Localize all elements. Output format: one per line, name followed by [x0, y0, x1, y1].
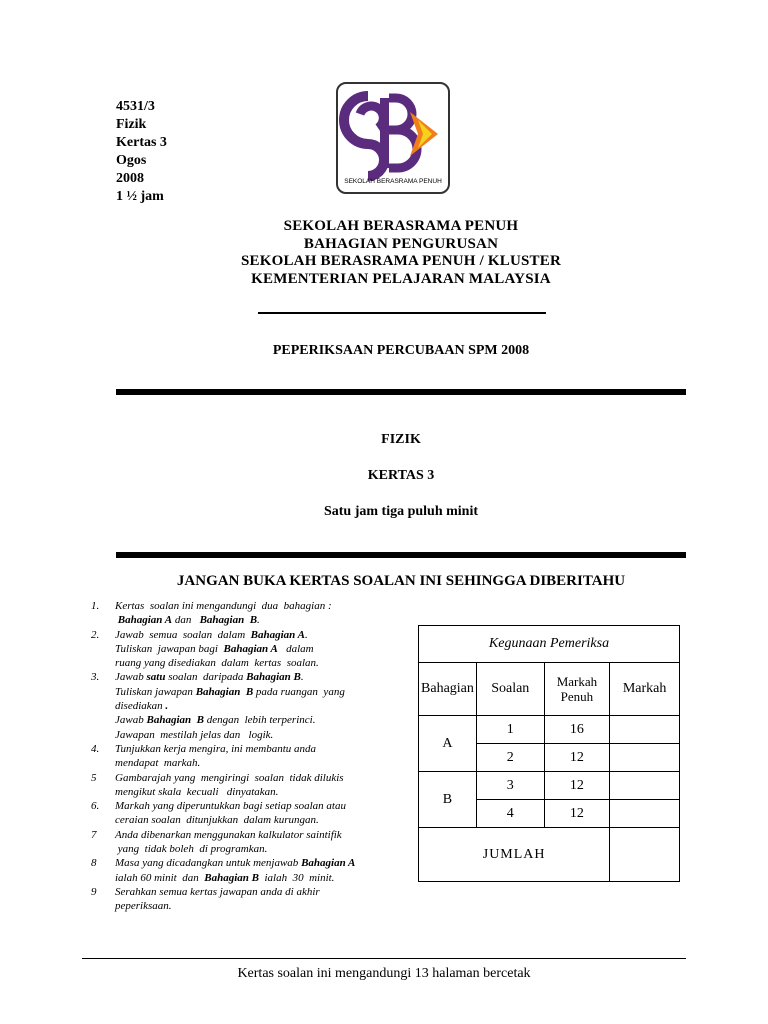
examiner-table [418, 625, 680, 882]
instruction-text: dan [172, 614, 197, 627]
thick-divider [116, 389, 686, 395]
instruction-text: Tunjukkan kerja mengira, ini membantu anda [115, 742, 317, 755]
table-row [419, 716, 680, 744]
instruction-item [91, 771, 411, 800]
instruction-line [115, 799, 411, 813]
paper-subject: Fizik [116, 117, 147, 132]
instruction-line [115, 771, 411, 785]
sbp-logo-icon [338, 84, 448, 192]
instruction-text: Kertas soalan ini mengandungi dua bahagian : [115, 600, 332, 612]
instruction-text: ceraian soalan ditunjukkan dalam kurungan. [115, 814, 319, 827]
instruction-item [91, 828, 411, 857]
full-marks: 16 [544, 716, 610, 744]
instruction-item [91, 742, 411, 771]
instruction-emphasis: Bahagian A [250, 628, 305, 641]
instruction-text: ialah 60 minit dan [115, 871, 205, 884]
footer-divider [82, 958, 686, 959]
instruction-line [115, 656, 411, 670]
instruction-number: 1. [91, 600, 100, 612]
instruction-emphasis: Bahagian A [301, 857, 356, 870]
question-number: 1 [476, 716, 544, 744]
instruction-text: . [304, 628, 308, 641]
heading-line: SEKOLAH BERASRAMA PENUH [283, 218, 519, 234]
marks-cell[interactable] [610, 744, 680, 772]
instruction-line [115, 756, 411, 770]
duration-text: Satu jam tiga puluh minit [323, 504, 479, 519]
paper-title: KERTAS 3 [367, 468, 435, 483]
instruction-number: 5 [91, 771, 97, 784]
instruction-line [115, 642, 411, 656]
instruction-text: Jawab [115, 714, 147, 727]
instruction-item [91, 628, 411, 671]
instruction-line [115, 856, 411, 870]
instruction-line [115, 742, 411, 756]
instruction-line [115, 699, 411, 713]
instruction-text: . [300, 671, 304, 684]
divider [258, 312, 546, 314]
instructions-list [91, 599, 411, 914]
question-number: 3 [476, 772, 544, 800]
instruction-text: . [257, 614, 260, 627]
institution-heading [116, 218, 686, 288]
instruction-emphasis: Bahagian A [115, 614, 173, 627]
heading-line: BAHAGIAN PENGURUSAN [303, 235, 499, 252]
paper-number: Kertas 3 [116, 135, 167, 150]
instruction-emphasis: Bahagian B [196, 614, 258, 627]
instruction-item [91, 885, 411, 914]
instruction-text: ialah 30 minit. [258, 871, 335, 884]
paper-month: Ogos [116, 153, 147, 168]
question-number: 4 [476, 800, 544, 828]
instruction-line [115, 828, 411, 842]
header-markah-penuh-line: Penuh [560, 689, 594, 704]
instruction-text: Masa yang dicadangkan untuk menjawab [115, 857, 302, 870]
paper-duration: 1 ½ jam [116, 189, 164, 204]
instruction-text: pada ruangan yang [253, 685, 345, 698]
instruction-text: Tuliskan jawapan bagi [115, 642, 224, 655]
header-bahagian: Bahagian [419, 663, 477, 716]
instruction-text: Serahkan semua kertas jawapan anda di akhir [115, 885, 320, 898]
full-marks: 12 [544, 744, 610, 772]
instruction-emphasis: Bahagian B [195, 685, 254, 698]
instruction-line [115, 842, 411, 856]
instruction-text: peperiksaan. [115, 900, 172, 913]
instruction-line [115, 785, 411, 799]
instruction-emphasis: satu [146, 671, 166, 684]
subject-title: FIZIK [381, 432, 421, 447]
instruction-text: Jawab semua soalan dalam [115, 628, 251, 641]
instruction-line [115, 613, 411, 627]
logo-caption: SEKOLAH BERASRAMA PENUH [344, 178, 442, 185]
instruction-line [115, 599, 411, 613]
instruction-emphasis: Bahagian A [223, 642, 278, 655]
instruction-text: Jawapan mestilah jelas dan logik. [115, 728, 274, 741]
instruction-line [115, 713, 411, 727]
instruction-line [115, 885, 411, 899]
marks-cell[interactable] [610, 716, 680, 744]
total-marks-cell[interactable] [610, 828, 680, 882]
instruction-text: Jawab [115, 671, 147, 684]
instruction-emphasis: Bahagian B [204, 871, 259, 884]
header-markah: Markah [610, 663, 680, 716]
heading-line: KEMENTERIAN PELAJARAN MALAYSIA [251, 270, 551, 287]
instruction-item [91, 799, 411, 828]
instruction-text: disediakan [115, 700, 163, 713]
page-count-footer: Kertas soalan ini mengandungi 13 halaman bercetak [237, 966, 531, 981]
section-label: A [419, 716, 477, 772]
thick-divider [116, 552, 686, 558]
sbp-logo [336, 82, 450, 194]
instruction-line [115, 871, 411, 885]
instruction-number: 4. [91, 742, 100, 755]
paper-meta [116, 98, 167, 206]
instruction-text: mengikut skala kecuali dinyatakan. [115, 785, 279, 798]
instruction-line [115, 628, 411, 642]
instruction-number: 2. [91, 628, 100, 641]
full-marks: 12 [544, 772, 610, 800]
instruction-number: 9 [91, 885, 97, 898]
instruction-number: 6. [91, 800, 100, 813]
instruction-emphasis: Bahagian B [246, 671, 301, 684]
question-number: 2 [476, 744, 544, 772]
instruction-text: Anda dibenarkan menggunakan kalkulator saintifik [115, 828, 342, 841]
instruction-number: 3. [91, 671, 100, 684]
instruction-text: Gambarajah yang mengiringi soalan tidak dilukis [115, 771, 344, 784]
instruction-emphasis: . [162, 700, 169, 713]
warning-notice: JANGAN BUKA KERTAS SOALAN INI SEHINGGA DIBERITAHU [176, 573, 626, 589]
instruction-text: ruang yang disediakan dalam kertas soalan. [115, 657, 319, 670]
instruction-number: 8 [91, 857, 97, 870]
instruction-line [115, 728, 411, 742]
total-label: JUMLAH [419, 828, 610, 882]
instruction-line [115, 685, 411, 699]
instruction-line [115, 670, 411, 684]
marks-cell[interactable] [610, 800, 680, 828]
marks-cell[interactable] [610, 772, 680, 800]
instruction-text: Markah yang diperuntukkan bagi setiap soalan atau [115, 800, 346, 813]
paper-code: 4531/3 [116, 99, 155, 114]
instruction-item [91, 599, 411, 628]
examiner-table-title: Kegunaan Pemeriksa [419, 626, 680, 663]
instruction-text: dengan lebih terperinci. [203, 714, 316, 727]
heading-line: SEKOLAH BERASRAMA PENUH / KLUSTER [241, 253, 561, 269]
instruction-number: 7 [91, 828, 97, 841]
header-markah-penuh-line: Markah [556, 674, 598, 689]
paper-year: 2008 [116, 171, 144, 186]
full-marks: 12 [544, 800, 610, 828]
instruction-item [91, 670, 411, 741]
instruction-item [91, 856, 411, 885]
instruction-line [115, 899, 411, 913]
exam-title: PEPERIKSAAN PERCUBAAN SPM 2008 [272, 343, 530, 358]
instruction-text: Tuliskan jawapan [115, 685, 196, 698]
instruction-emphasis: Bahagian B [146, 714, 204, 727]
instruction-text: mendapat markah. [115, 757, 201, 770]
table-row [419, 772, 680, 800]
header-soalan: Soalan [476, 663, 544, 716]
section-label: B [419, 772, 477, 828]
header-markah-penuh [544, 663, 610, 716]
instruction-text: soalan daripada [165, 671, 247, 684]
instruction-line [115, 813, 411, 827]
instruction-text: yang tidak boleh di programkan. [115, 843, 268, 856]
instruction-text: dalam [277, 642, 314, 655]
